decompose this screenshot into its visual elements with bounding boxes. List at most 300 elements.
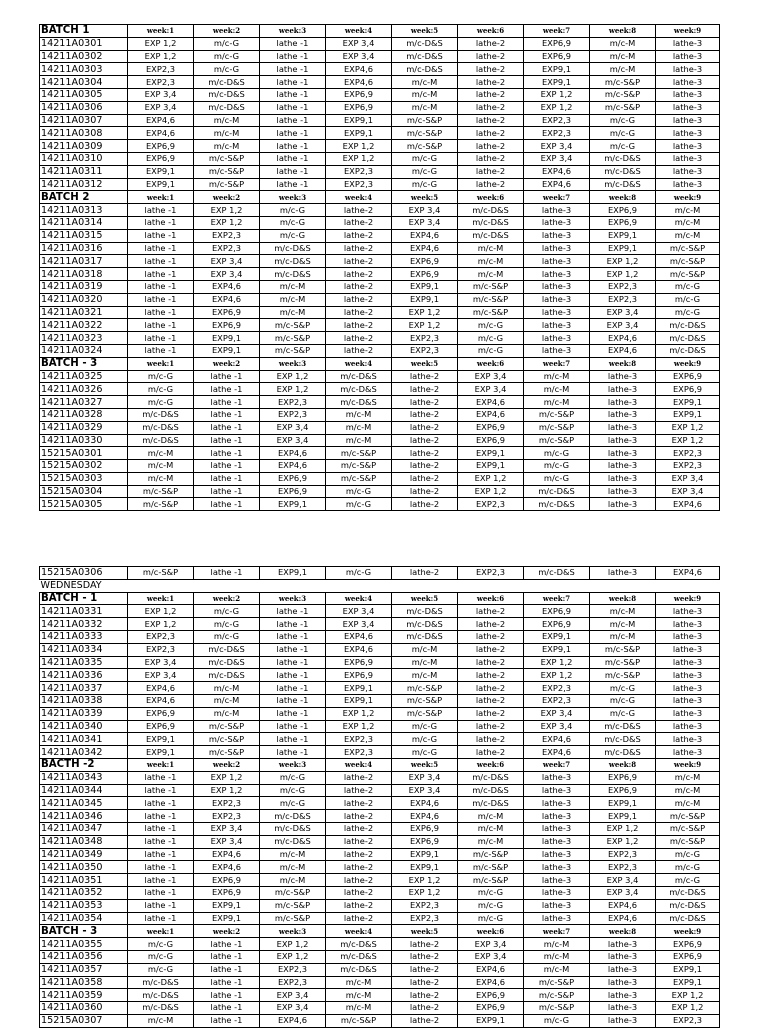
schedule-cell: lathe-2 [392, 370, 458, 383]
schedule-cell: m/c-M [194, 682, 260, 695]
schedule-cell: lathe -1 [128, 319, 194, 332]
week-header-cell: week:9 [656, 925, 720, 938]
roll-number-cell: 14211A0352 [40, 886, 128, 899]
table-row [40, 733, 720, 746]
schedule-cell: m/c-D&S [524, 498, 590, 511]
schedule-cell: lathe-3 [656, 707, 720, 720]
roll-number-cell: 15215A0307 [40, 1014, 128, 1027]
schedule-cell: m/c-D&S [194, 101, 260, 114]
schedule-cell: EXP6,9 [458, 989, 524, 1002]
roll-number-cell: 14211A0302 [40, 50, 128, 63]
schedule-cell: m/c-S&P [326, 447, 392, 460]
schedule-cell [590, 579, 656, 592]
schedule-cell: EXP2,3 [392, 332, 458, 345]
schedule-cell: m/c-G [590, 127, 656, 140]
schedule-cell: EXP2,3 [326, 733, 392, 746]
schedule-cell: EXP 3,4 [524, 720, 590, 733]
roll-number-cell: 14211A0309 [40, 140, 128, 153]
schedule-cell: EXP 1,2 [590, 268, 656, 281]
schedule-cell: EXP2,3 [524, 682, 590, 695]
week-header-cell: week:8 [590, 758, 656, 771]
week-header-cell: week:4 [326, 357, 392, 370]
schedule-cell: lathe-3 [524, 319, 590, 332]
roll-number-cell: 14211A0350 [40, 861, 128, 874]
schedule-cell: m/c-S&P [590, 101, 656, 114]
week-header-cell: week:6 [458, 357, 524, 370]
schedule-cell: m/c-G [656, 874, 720, 887]
day-label-row [40, 579, 720, 592]
schedule-cell: EXP2,3 [194, 229, 260, 242]
roll-number-cell: 14211A0301 [40, 37, 128, 50]
table-row [40, 50, 720, 63]
schedule-cell: EXP 3,4 [194, 268, 260, 281]
schedule-cell: m/c-G [392, 720, 458, 733]
schedule-cell: m/c-D&S [458, 784, 524, 797]
schedule-cell: EXP2,3 [524, 694, 590, 707]
schedule-cell: lathe -1 [128, 216, 194, 229]
table-row [40, 101, 720, 114]
week-header-cell: week:5 [392, 758, 458, 771]
schedule-cell: m/c-G [326, 485, 392, 498]
schedule-cell: lathe -1 [194, 447, 260, 460]
schedule-cell: lathe -1 [128, 835, 194, 848]
schedule-cell: lathe-2 [326, 268, 392, 281]
table-row [40, 630, 720, 643]
roll-number-cell: 14211A0348 [40, 835, 128, 848]
schedule-cell: m/c-D&S [656, 912, 720, 925]
table-row [40, 810, 720, 823]
schedule-cell: lathe-3 [590, 989, 656, 1002]
schedule-cell: m/c-G [194, 605, 260, 618]
schedule-cell: m/c-M [524, 963, 590, 976]
schedule-cell: m/c-S&P [590, 76, 656, 89]
week-header-cell: week:6 [458, 191, 524, 204]
roll-number-cell: 14211A0346 [40, 810, 128, 823]
schedule-cell: m/c-G [524, 1014, 590, 1027]
schedule-cell: m/c-D&S [260, 268, 326, 281]
table-row [40, 114, 720, 127]
schedule-cell: lathe-3 [656, 101, 720, 114]
table-row [40, 643, 720, 656]
schedule-cell: m/c-G [458, 319, 524, 332]
schedule-cell: m/c-S&P [260, 332, 326, 345]
schedule-cell: EXP 1,2 [524, 88, 590, 101]
schedule-cell: lathe -1 [194, 938, 260, 951]
schedule-cell: EXP 1,2 [392, 886, 458, 899]
roll-number-cell: 15215A0304 [40, 485, 128, 498]
roll-number-cell: 14211A0344 [40, 784, 128, 797]
schedule-cell: lathe-3 [590, 976, 656, 989]
schedule-cell: EXP2,3 [260, 396, 326, 409]
schedule-cell: EXP2,3 [656, 460, 720, 473]
schedule-cell: EXP 3,4 [656, 472, 720, 485]
schedule-cell: lathe-2 [392, 1014, 458, 1027]
schedule-cell: lathe-2 [458, 114, 524, 127]
schedule-cell: m/c-S&P [458, 874, 524, 887]
schedule-cell: lathe-3 [590, 950, 656, 963]
roll-number-cell: 14211A0326 [40, 383, 128, 396]
roll-number-cell: 14211A0342 [40, 746, 128, 759]
week-header-cell: week:5 [392, 925, 458, 938]
schedule-cell: EXP4,6 [590, 899, 656, 912]
table-row [40, 797, 720, 810]
table-row [40, 383, 720, 396]
schedule-cell: lathe-3 [524, 229, 590, 242]
schedule-cell: EXP4,6 [326, 63, 392, 76]
schedule-cell: lathe-2 [326, 332, 392, 345]
schedule-cell: EXP6,9 [458, 1002, 524, 1015]
schedule-cell: m/c-M [326, 421, 392, 434]
schedule-cell: lathe-2 [392, 976, 458, 989]
schedule-cell: m/c-M [326, 408, 392, 421]
schedule-cell: EXP 3,4 [656, 485, 720, 498]
schedule-cell: m/c-M [260, 848, 326, 861]
schedule-cell: lathe -1 [260, 127, 326, 140]
schedule-cell: lathe-3 [524, 861, 590, 874]
schedule-cell: lathe -1 [260, 88, 326, 101]
schedule-cell: EXP4,6 [458, 963, 524, 976]
schedule-cell: lathe -1 [128, 306, 194, 319]
table-row [40, 88, 720, 101]
schedule-cell: lathe-2 [326, 874, 392, 887]
schedule-cell: EXP6,9 [656, 370, 720, 383]
roll-number-cell: 14211A0340 [40, 720, 128, 733]
schedule-cell: lathe -1 [128, 242, 194, 255]
week-header-cell: week:6 [458, 592, 524, 605]
schedule-cell: EXP9,1 [392, 848, 458, 861]
schedule-cell: m/c-D&S [392, 37, 458, 50]
schedule-cell: m/c-M [128, 1014, 194, 1027]
table-row [40, 178, 720, 191]
schedule-cell: lathe-3 [590, 472, 656, 485]
schedule-cell: lathe-2 [458, 152, 524, 165]
schedule-cell: lathe-3 [590, 447, 656, 460]
schedule-cell: lathe -1 [260, 63, 326, 76]
week-header-cell: week:7 [524, 592, 590, 605]
schedule-cell: lathe-2 [326, 835, 392, 848]
schedule-cell: lathe-3 [524, 216, 590, 229]
schedule-cell: m/c-M [260, 861, 326, 874]
schedule-cell: lathe-2 [392, 1002, 458, 1015]
roll-number-cell: 14211A0355 [40, 938, 128, 951]
schedule-cell: lathe-2 [326, 344, 392, 357]
schedule-cell: lathe -1 [128, 874, 194, 887]
schedule-cell: lathe -1 [194, 989, 260, 1002]
schedule-cell: EXP4,6 [656, 498, 720, 511]
schedule-cell: m/c-M [590, 618, 656, 631]
schedule-cell: lathe -1 [260, 707, 326, 720]
schedule-cell: m/c-S&P [392, 707, 458, 720]
schedule-cell: m/c-S&P [392, 140, 458, 153]
schedule-cell: EXP2,3 [524, 127, 590, 140]
schedule-cell: lathe-3 [524, 242, 590, 255]
schedule-cell: EXP4,6 [326, 630, 392, 643]
schedule-cell: EXP4,6 [524, 746, 590, 759]
schedule-cell: lathe -1 [260, 746, 326, 759]
schedule-cell: EXP 3,4 [590, 306, 656, 319]
week-header-cell: week:4 [326, 758, 392, 771]
schedule-cell: EXP4,6 [128, 127, 194, 140]
schedule-cell: EXP4,6 [194, 861, 260, 874]
table-row [40, 784, 720, 797]
schedule-cell: EXP 3,4 [326, 618, 392, 631]
schedule-cell: m/c-M [260, 874, 326, 887]
schedule-cell: m/c-G [260, 229, 326, 242]
schedule-cell: m/c-S&P [392, 114, 458, 127]
schedule-cell: m/c-D&S [392, 630, 458, 643]
schedule-cell: m/c-G [656, 280, 720, 293]
schedule-cell: m/c-D&S [590, 165, 656, 178]
schedule-cell: lathe -1 [128, 229, 194, 242]
schedule-cell: EXP9,1 [128, 178, 194, 191]
schedule-cell: EXP4,6 [128, 114, 194, 127]
schedule-cell: EXP6,9 [524, 37, 590, 50]
table-row [40, 421, 720, 434]
table-row [40, 408, 720, 421]
schedule-cell: m/c-G [590, 682, 656, 695]
roll-number-cell: 14211A0332 [40, 618, 128, 631]
schedule-cell: m/c-S&P [656, 822, 720, 835]
table-row [40, 694, 720, 707]
schedule-cell: lathe -1 [260, 720, 326, 733]
schedule-cell: lathe-3 [656, 605, 720, 618]
schedule-cell: lathe-2 [326, 784, 392, 797]
schedule-cell [128, 579, 194, 592]
schedule-cell: m/c-D&S [128, 1002, 194, 1015]
schedule-cell: lathe -1 [194, 421, 260, 434]
roll-number-cell: 14211A0356 [40, 950, 128, 963]
schedule-cell: EXP 1,2 [128, 50, 194, 63]
roll-number-cell: 14211A0314 [40, 216, 128, 229]
schedule-cell: EXP6,9 [326, 88, 392, 101]
schedule-cell: m/c-M [656, 771, 720, 784]
schedule-cell: EXP9,1 [326, 127, 392, 140]
schedule-cell: lathe -1 [194, 396, 260, 409]
week-header-cell: week:3 [260, 357, 326, 370]
week-header-cell: week:6 [458, 25, 524, 38]
schedule-cell: m/c-D&S [458, 216, 524, 229]
week-header-cell: week:8 [590, 191, 656, 204]
schedule-cell: lathe-2 [326, 899, 392, 912]
schedule-cell: lathe -1 [260, 618, 326, 631]
schedule-cell: EXP6,9 [590, 771, 656, 784]
schedule-cell: lathe-2 [326, 306, 392, 319]
schedule-cell: lathe-2 [392, 567, 458, 580]
schedule-cell: lathe -1 [260, 37, 326, 50]
roll-number-cell: 15215A0303 [40, 472, 128, 485]
schedule-cell: EXP9,1 [524, 76, 590, 89]
schedule-cell: lathe-2 [326, 229, 392, 242]
schedule-cell: EXP6,9 [590, 216, 656, 229]
schedule-cell: EXP 1,2 [656, 1002, 720, 1015]
schedule-cell: m/c-G [260, 216, 326, 229]
schedule-cell: lathe-2 [392, 434, 458, 447]
schedule-cell: EXP 3,4 [590, 886, 656, 899]
schedule-cell: m/c-G [194, 630, 260, 643]
schedule-cell: EXP2,3 [326, 165, 392, 178]
roll-number-cell: 15215A0301 [40, 447, 128, 460]
table-row [40, 344, 720, 357]
schedule-cell: m/c-S&P [128, 498, 194, 511]
schedule-cell: m/c-M [524, 370, 590, 383]
roll-number-cell: 15215A0302 [40, 460, 128, 473]
table-row [40, 293, 720, 306]
schedule-cell: EXP 3,4 [524, 707, 590, 720]
roll-number-cell: 14211A0323 [40, 332, 128, 345]
schedule-cell: m/c-M [590, 63, 656, 76]
schedule-cell: m/c-M [194, 114, 260, 127]
schedule-cell: EXP9,1 [458, 460, 524, 473]
table-row [40, 656, 720, 669]
schedule-cell: m/c-S&P [194, 746, 260, 759]
schedule-cell: EXP 3,4 [260, 421, 326, 434]
schedule-cell: EXP6,9 [392, 822, 458, 835]
schedule-cell: EXP 1,2 [326, 152, 392, 165]
schedule-cell: lathe-3 [524, 822, 590, 835]
schedule-cell: lathe-2 [458, 605, 524, 618]
schedule-cell: EXP9,1 [392, 280, 458, 293]
schedule-cell: m/c-M [194, 694, 260, 707]
roll-number-cell: 14211A0338 [40, 694, 128, 707]
table-row [40, 822, 720, 835]
schedule-cell: EXP9,1 [260, 498, 326, 511]
schedule-cell: m/c-D&S [326, 963, 392, 976]
schedule-cell: lathe-3 [590, 396, 656, 409]
schedule-cell: EXP6,9 [128, 152, 194, 165]
schedule-cell: lathe-2 [458, 746, 524, 759]
schedule-cell: EXP9,1 [326, 694, 392, 707]
schedule-cell: m/c-S&P [392, 127, 458, 140]
schedule-cell: lathe-2 [392, 421, 458, 434]
schedule-cell: m/c-S&P [194, 720, 260, 733]
schedule-cell: EXP2,3 [194, 797, 260, 810]
schedule-cell: lathe -1 [128, 797, 194, 810]
schedule-cell: EXP 1,2 [458, 485, 524, 498]
schedule-cell: lathe -1 [260, 656, 326, 669]
schedule-cell: m/c-G [524, 472, 590, 485]
schedule-cell: EXP 3,4 [326, 37, 392, 50]
schedule-cell: lathe-3 [656, 88, 720, 101]
schedule-cell: lathe-3 [656, 669, 720, 682]
schedule-cell: lathe-3 [524, 835, 590, 848]
schedule-cell: m/c-M [128, 447, 194, 460]
schedule-cell: m/c-G [656, 306, 720, 319]
schedule-cell: m/c-D&S [524, 567, 590, 580]
schedule-cell: m/c-M [260, 280, 326, 293]
schedule-cell: lathe -1 [194, 485, 260, 498]
schedule-cell: EXP6,9 [590, 204, 656, 217]
schedule-cell: lathe-2 [326, 293, 392, 306]
schedule-cell [524, 579, 590, 592]
roll-number-cell: 14211A0313 [40, 204, 128, 217]
schedule-cell: EXP 1,2 [656, 421, 720, 434]
table-row [40, 306, 720, 319]
schedule-cell: EXP6,9 [260, 485, 326, 498]
schedule-cell: m/c-S&P [656, 268, 720, 281]
schedule-cell: m/c-G [656, 848, 720, 861]
schedule-cell: m/c-S&P [194, 152, 260, 165]
schedule-cell: EXP4,6 [260, 460, 326, 473]
week-header-cell: week:2 [194, 758, 260, 771]
week-header-cell: week:7 [524, 25, 590, 38]
schedule-cell: m/c-M [524, 396, 590, 409]
schedule-cell: EXP4,6 [458, 976, 524, 989]
schedule-cell: m/c-D&S [194, 669, 260, 682]
schedule-cell: lathe -1 [128, 810, 194, 823]
table-row [40, 886, 720, 899]
schedule-cell: EXP 1,2 [260, 383, 326, 396]
schedule-cell: lathe -1 [260, 165, 326, 178]
schedule-cell: EXP6,9 [656, 383, 720, 396]
week-header-cell: week:7 [524, 357, 590, 370]
schedule-cell: lathe -1 [128, 204, 194, 217]
table-row [40, 912, 720, 925]
schedule-cell: m/c-D&S [326, 396, 392, 409]
week-header-cell: week:9 [656, 592, 720, 605]
table-row [40, 485, 720, 498]
table-row [40, 370, 720, 383]
schedule-cell: m/c-M [524, 383, 590, 396]
schedule-cell: lathe -1 [260, 643, 326, 656]
schedule-cell: m/c-S&P [656, 835, 720, 848]
schedule-cell: EXP6,9 [590, 784, 656, 797]
schedule-cell: lathe -1 [194, 950, 260, 963]
schedule-cell: lathe -1 [260, 605, 326, 618]
schedule-cell: EXP2,3 [392, 899, 458, 912]
schedule-cell: lathe-3 [656, 37, 720, 50]
week-header-cell: week:5 [392, 25, 458, 38]
schedule-cell: m/c-D&S [194, 656, 260, 669]
schedule-cell: EXP4,6 [260, 447, 326, 460]
schedule-cell: lathe-2 [326, 280, 392, 293]
schedule-cell: lathe-2 [326, 848, 392, 861]
schedule-cell: m/c-M [128, 472, 194, 485]
schedule-cell: lathe-2 [458, 76, 524, 89]
schedule-cell: lathe-3 [656, 618, 720, 631]
schedule-cell: m/c-M [590, 630, 656, 643]
roll-number-cell: 14211A0320 [40, 293, 128, 306]
schedule-cell: EXP 1,2 [260, 370, 326, 383]
schedule-cell: EXP 3,4 [392, 204, 458, 217]
schedule-cell: EXP9,1 [656, 408, 720, 421]
roll-number-cell: 14211A0307 [40, 114, 128, 127]
schedule-cell: lathe-2 [392, 950, 458, 963]
schedule-cell: lathe-2 [326, 319, 392, 332]
roll-number-cell: 14211A0357 [40, 963, 128, 976]
roll-number-cell: 14211A0347 [40, 822, 128, 835]
schedule-cell: EXP 3,4 [194, 255, 260, 268]
schedule-cell: m/c-D&S [260, 242, 326, 255]
schedule-cell: m/c-S&P [590, 643, 656, 656]
table-row [40, 618, 720, 631]
roll-number-cell: 15215A0306 [40, 567, 128, 580]
schedule-cell: m/c-D&S [128, 408, 194, 421]
schedule-cell: EXP4,6 [590, 332, 656, 345]
schedule-cell: m/c-G [194, 50, 260, 63]
roll-number-cell: 14211A0306 [40, 101, 128, 114]
schedule-cell: EXP2,3 [392, 344, 458, 357]
schedule-cell: m/c-G [128, 396, 194, 409]
schedule-cell: m/c-D&S [128, 989, 194, 1002]
schedule-cell: lathe -1 [260, 50, 326, 63]
schedule-cell: lathe -1 [260, 669, 326, 682]
schedule-cell: m/c-S&P [392, 694, 458, 707]
schedule-cell: EXP6,9 [194, 886, 260, 899]
table-row [40, 950, 720, 963]
schedule-cell: m/c-M [458, 268, 524, 281]
schedule-cell: lathe-2 [458, 630, 524, 643]
schedule-cell: lathe-3 [656, 682, 720, 695]
